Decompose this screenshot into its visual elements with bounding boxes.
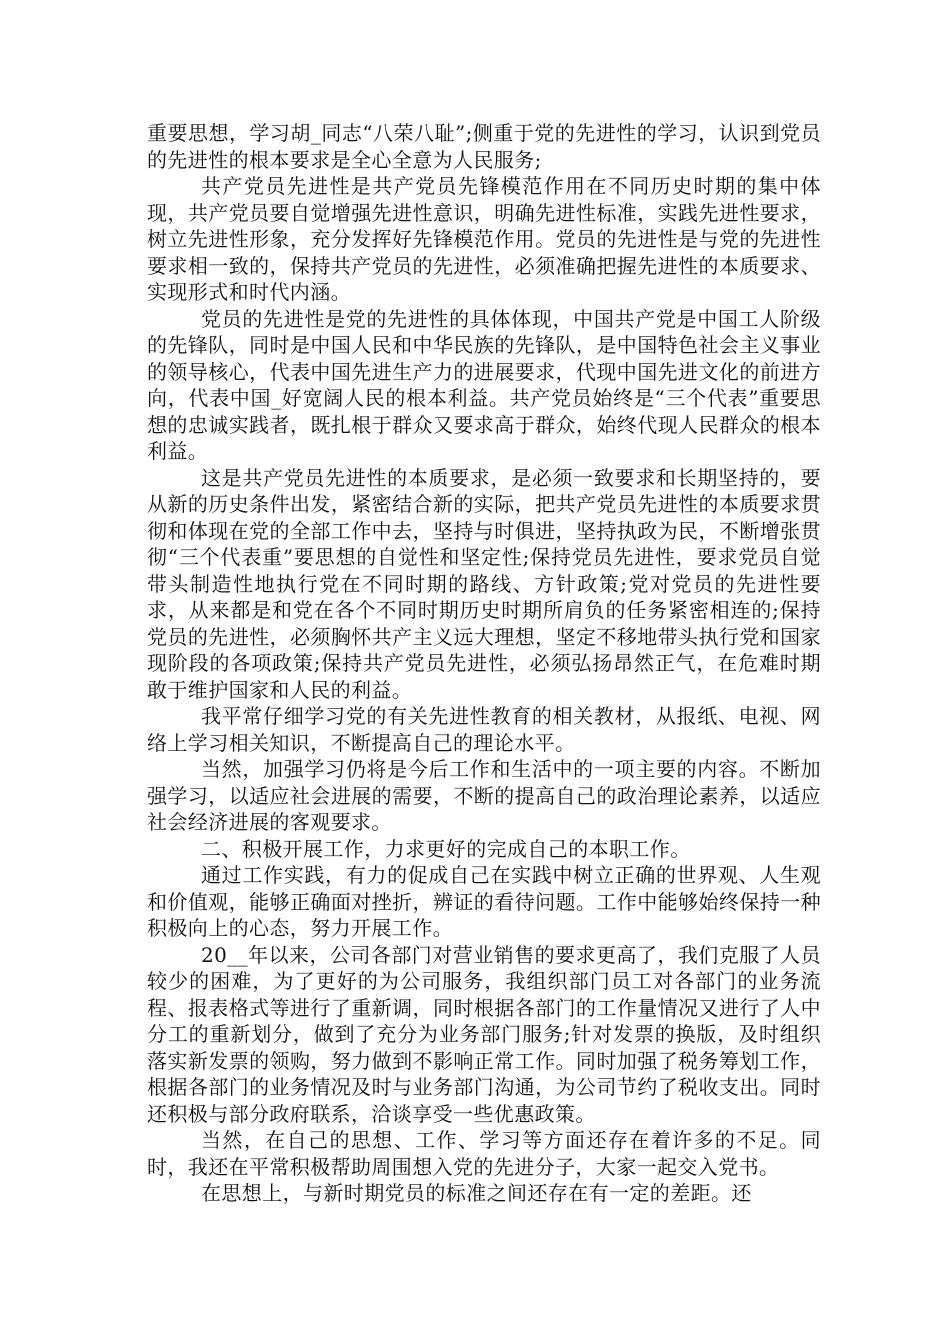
paragraph-1: 重要思想，学习胡_同志“八荣八耻”;侧重于党的先进性的学习，认识到党员的先进性的根本要求是全心全意为人民服务; — [147, 121, 821, 172]
document-body — [147, 120, 821, 1207]
paragraph-5: 我平常仔细学习党的有关先进性教育的相关教材，从报纸、电视、网络上学习相关知识，不断提高自己的理论水平。 — [147, 704, 821, 755]
paragraph-11: 在思想上，与新时期党员的标准之间还存在有一定的差距。还 — [201, 1181, 752, 1205]
paragraph-3: 党员的先进性是党的先进性的具体体现，中国共产党是中国工人阶级的先锋队，同时是中国人民和中华民族的先锋队，是中国特色社会主义事业的领导核心，代表中国先进生产力的进展要求，代现中国先进文化的前进方向，代表中国_好宽阔人民的根本利益。共产党员始终是“三个代表”重要思想的忠诚实践者，既扎根于群众又要求高于群众，始终代现人民群众的根本利益。 — [147, 306, 821, 463]
section-heading-2: 二、积极开展工作，力求更好的完成自己的本职工作。 — [201, 836, 691, 861]
paragraph-2: 共产党员先进性是共产党员先锋模范作用在不同历史时期的集中体现，共产党员要自觉增强先进性意识，明确先进性标准，实践先进性要求，树立先进性形象，充分发挥好先锋模范作用。党员的先进性是与党的先进性要求相一致的，保持共产党员的先进性，必须准确把握先进性的本质要求、实现形式和时代内涵。 — [147, 174, 821, 304]
paragraph-8: 通过工作实践，有力的促成自己在实践中树立正确的世界观、人生观和价值观，能够正确面对挫折，辨证的看待问题。工作中能够始终保持一种积极向上的心态，努力开展工作。 — [147, 863, 821, 940]
paragraph-10: 当然，在自己的思想、工作、学习等方面还存在着许多的不足。同时，我还在平常积极帮助周围想入党的先进分子，大家一起交入党书。 — [147, 1128, 821, 1179]
paragraph-9: 20__年以来，公司各部门对营业销售的要求更高了，我们克服了人员较少的困难，为了更好的为公司服务，我组织部门员工对各部门的业务流程、报表格式等进行了重新调，同时根据各部门的工作量情况又进行了人中分工的重新划分，做到了充分为业务部门服务;针对发票的换版，及时组织落实新发票的领购，努力做到不影响正常工作。同时加强了税务筹划工作，根据各部门的业务情况及时与业务部门沟通，为公司节约了税收支出。同时还积极与部分政府联系，洽谈享受一些优惠政策。 — [147, 942, 821, 1126]
paragraph-6: 当然，加强学习仍将是今后工作和生活中的一项主要的内容。不断加强学习，以适应社会进展的需要，不断的提高自己的政治理论素养，以适应社会经济进展的客观要求。 — [147, 757, 821, 834]
paragraph-4: 这是共产党员先进性的本质要求，是必须一致要求和长期坚持的，要从新的历史条件出发，紧密结合新的实际，把共产党员先进性的本质要求贯彻和体现在党的全部工作中去，坚持与时俱进，坚持执政为民，不断增张贯彻“三个代表重”要思想的自觉性和坚定性;保持党员先进性，要求党员自觉带头制造性地执行党在不同时期的路线、方针政策;党对党员的先进性要求，从来都是和党在各个不同时期历史时期所肩负的任务紧密相连的;保持党员的先进性，必须胸怀共产主义远大理想，坚定不移地带头执行党和国家现阶段的各项政策;保持共产党员先进性，必须弘扬昂然正气，在危难时期敢于维护国家和人民的利益。 — [147, 465, 821, 702]
